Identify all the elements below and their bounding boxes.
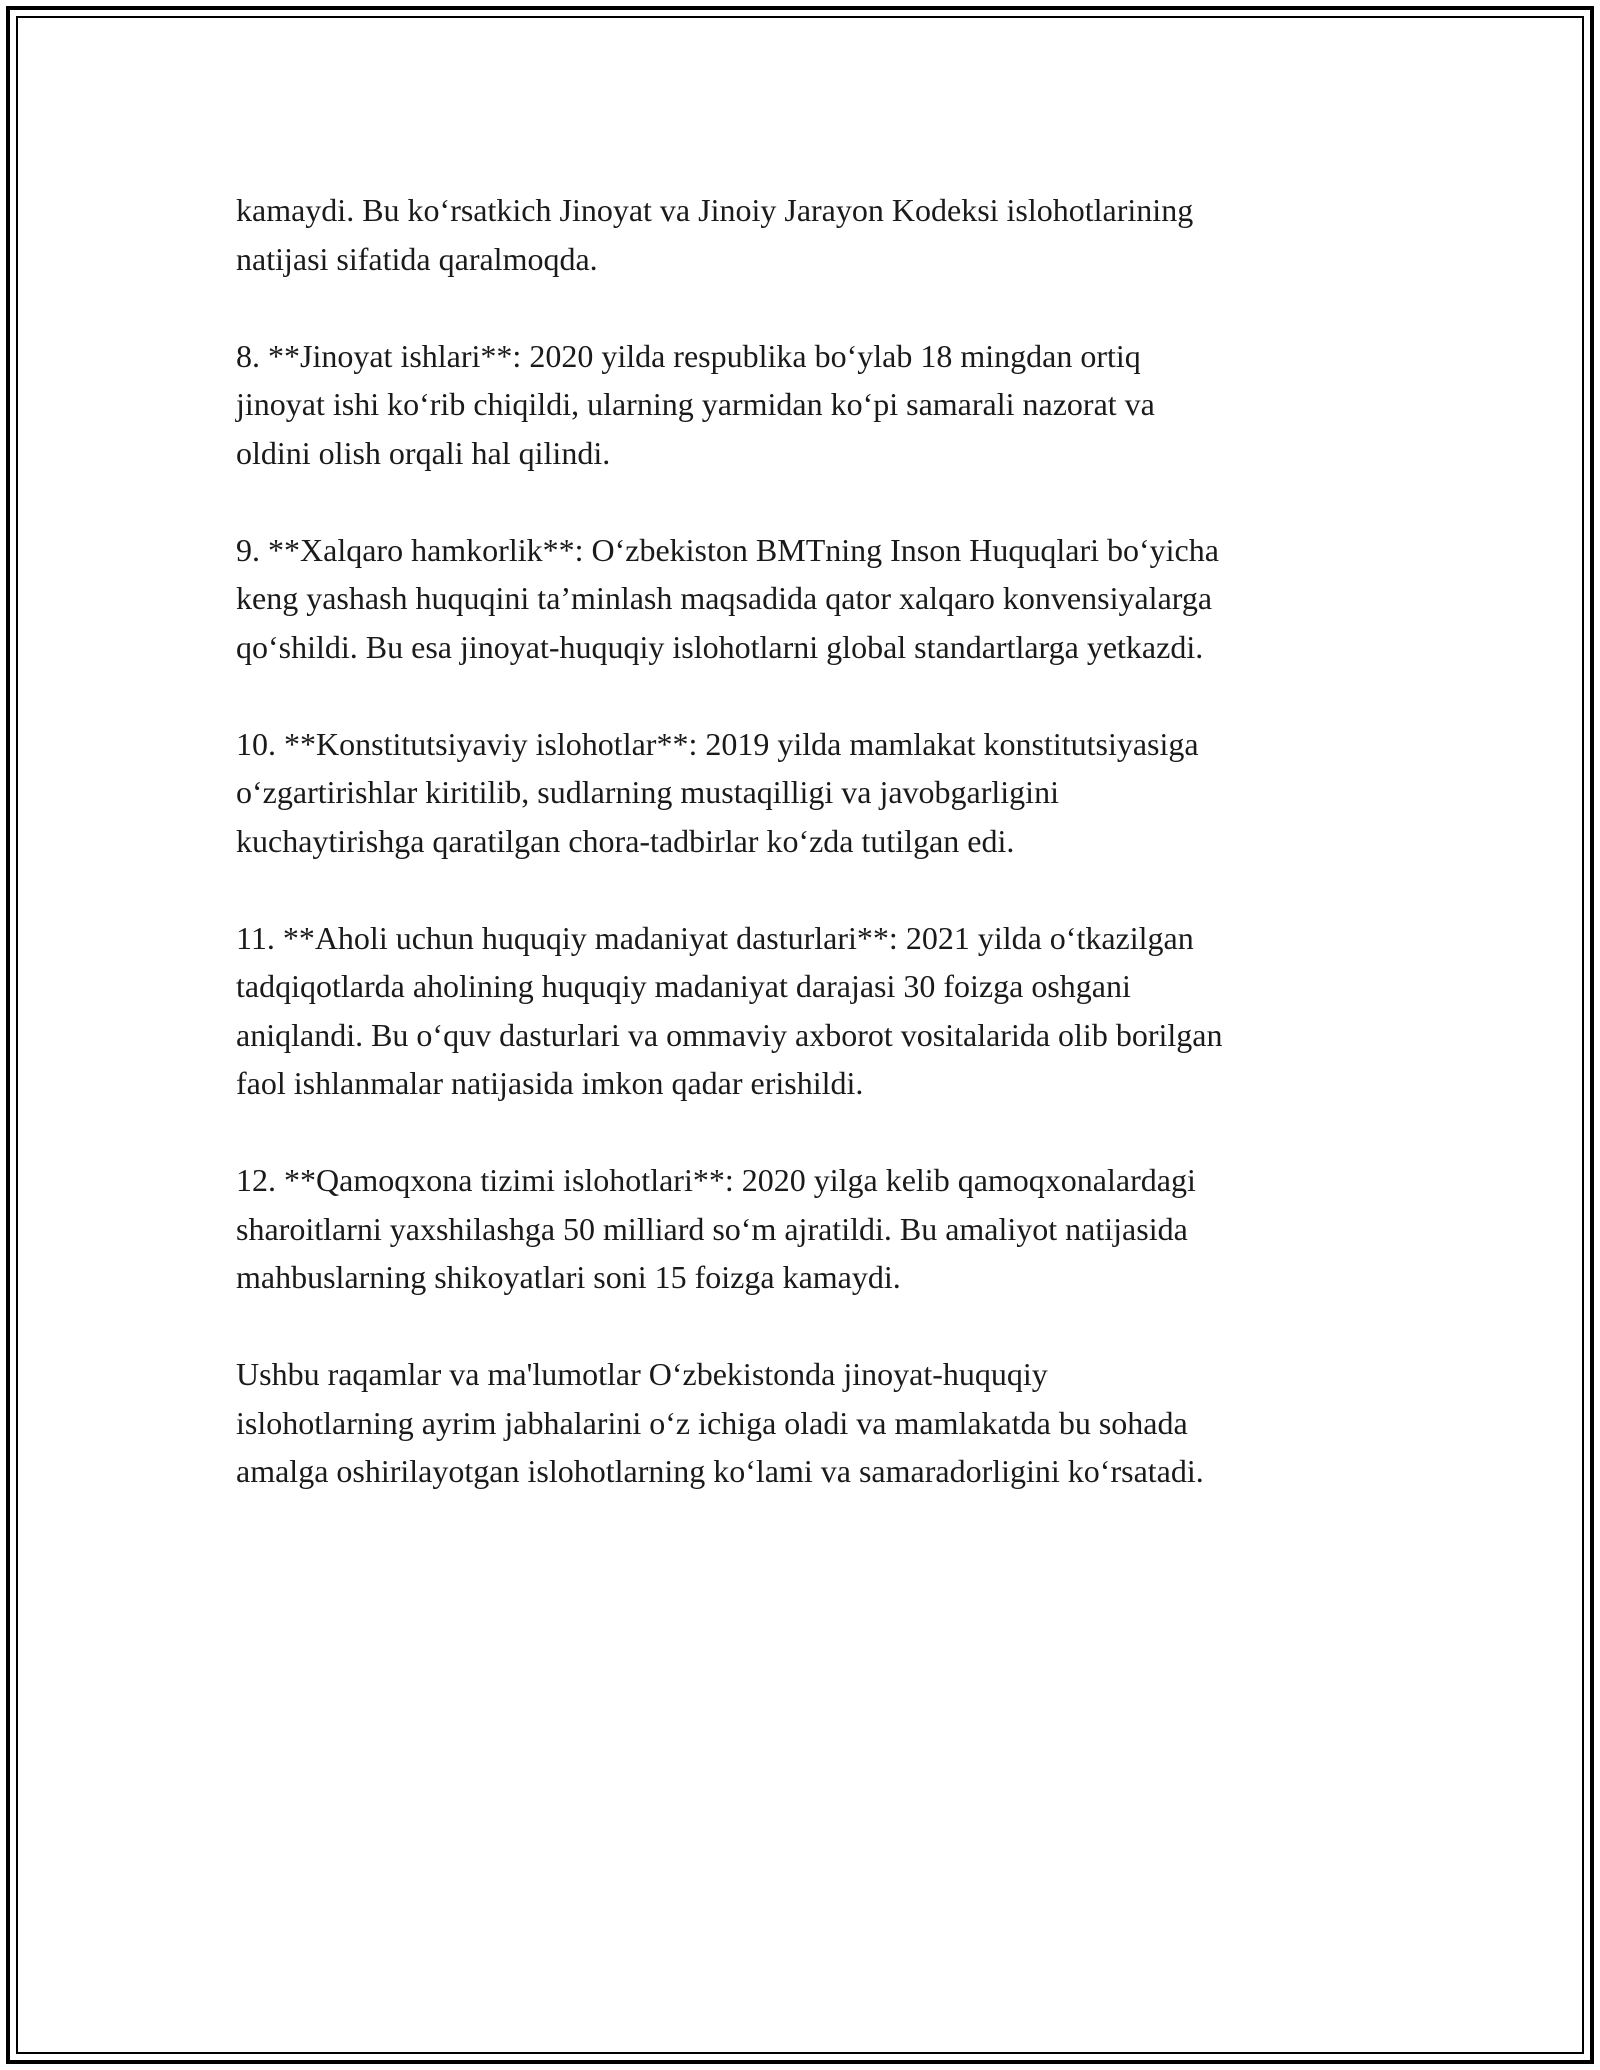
text-line: jinoyat ishi ko‘rib chiqildi, ularning yarmidan ko‘pi samarali nazorat va bbox=[236, 386, 1155, 422]
paragraph-item-8 bbox=[236, 332, 1376, 478]
text-line: 11. **Aholi uchun huquqiy madaniyat dasturlari**: 2021 yilda o‘tkazilgan bbox=[236, 919, 1194, 956]
paragraph-continuation bbox=[236, 186, 1376, 283]
text-line: keng yashash huquqini ta’minlash maqsadida qator xalqaro konvensiyalarga bbox=[236, 580, 1213, 616]
text-line: o‘zgartirishlar kiritilib, sudlarning mustaqilligi va javobgarligini bbox=[236, 774, 1059, 810]
text-line: 8. **Jinoyat ishlari**: 2020 yilda respublika bo‘ylab 18 mingdan ortiq bbox=[236, 337, 1141, 374]
text-line: kuchaytirishga qaratilgan chora-tadbirlar ko‘zda tutilgan edi. bbox=[236, 822, 1015, 859]
paragraph-item-11 bbox=[236, 914, 1376, 1108]
paragraph-item-9 bbox=[236, 526, 1376, 672]
text-line: kamaydi. Bu ko‘rsatkich Jinoyat va Jinoiy Jarayon Kodeksi islohotlarining bbox=[236, 192, 1194, 228]
text-line: aniqlandi. Bu o‘quv dasturlari va ommaviy axborot vositalarida olib borilgan bbox=[236, 1016, 1223, 1053]
text-line: natijasi sifatida qaralmoqda. bbox=[236, 240, 598, 277]
text-line: mahbuslarning shikoyatlari soni 15 foizga kamaydi. bbox=[236, 1259, 901, 1295]
document-body bbox=[236, 186, 1376, 1544]
paragraph-item-12 bbox=[236, 1156, 1376, 1302]
paragraph-conclusion bbox=[236, 1350, 1376, 1496]
text-line: islohotlarning ayrim jabhalarini o‘z ichiga oladi va mamlakatda bu sohada bbox=[236, 1404, 1188, 1441]
text-line: oldini olish orqali hal qilindi. bbox=[236, 434, 611, 471]
text-line: sharoitlarni yaxshilashga 50 milliard so‘m ajratildi. Bu amaliyot natijasida bbox=[236, 1210, 1188, 1247]
text-line: amalga oshirilayotgan islohotlarning ko‘lami va samaradorligini ko‘rsatadi. bbox=[236, 1453, 1204, 1489]
text-line: 9. **Xalqaro hamkorlik**: O‘zbekiston BMTning Inson Huquqlari bo‘yicha bbox=[236, 531, 1219, 568]
paragraph-item-10 bbox=[236, 720, 1376, 866]
text-line: qo‘shildi. Bu esa jinoyat-huquqiy islohotlarni global standartlarga yetkazdi. bbox=[236, 628, 1204, 665]
text-line: 12. **Qamoqxona tizimi islohotlari**: 2020 yilga kelib qamoqxonalardagi bbox=[236, 1162, 1196, 1198]
text-line: 10. **Konstitutsiyaviy islohotlar**: 2019 yilda mamlakat konstitutsiyasiga bbox=[236, 725, 1199, 762]
text-line: faol ishlanmalar natijasida imkon qadar erishildi. bbox=[236, 1065, 864, 1101]
text-line: Ushbu raqamlar va ma'lumotlar O‘zbekistonda jinoyat-huquqiy bbox=[236, 1356, 1048, 1392]
text-line: tadqiqotlarda aholining huquqiy madaniyat darajasi 30 foizga oshgani bbox=[236, 968, 1131, 1004]
